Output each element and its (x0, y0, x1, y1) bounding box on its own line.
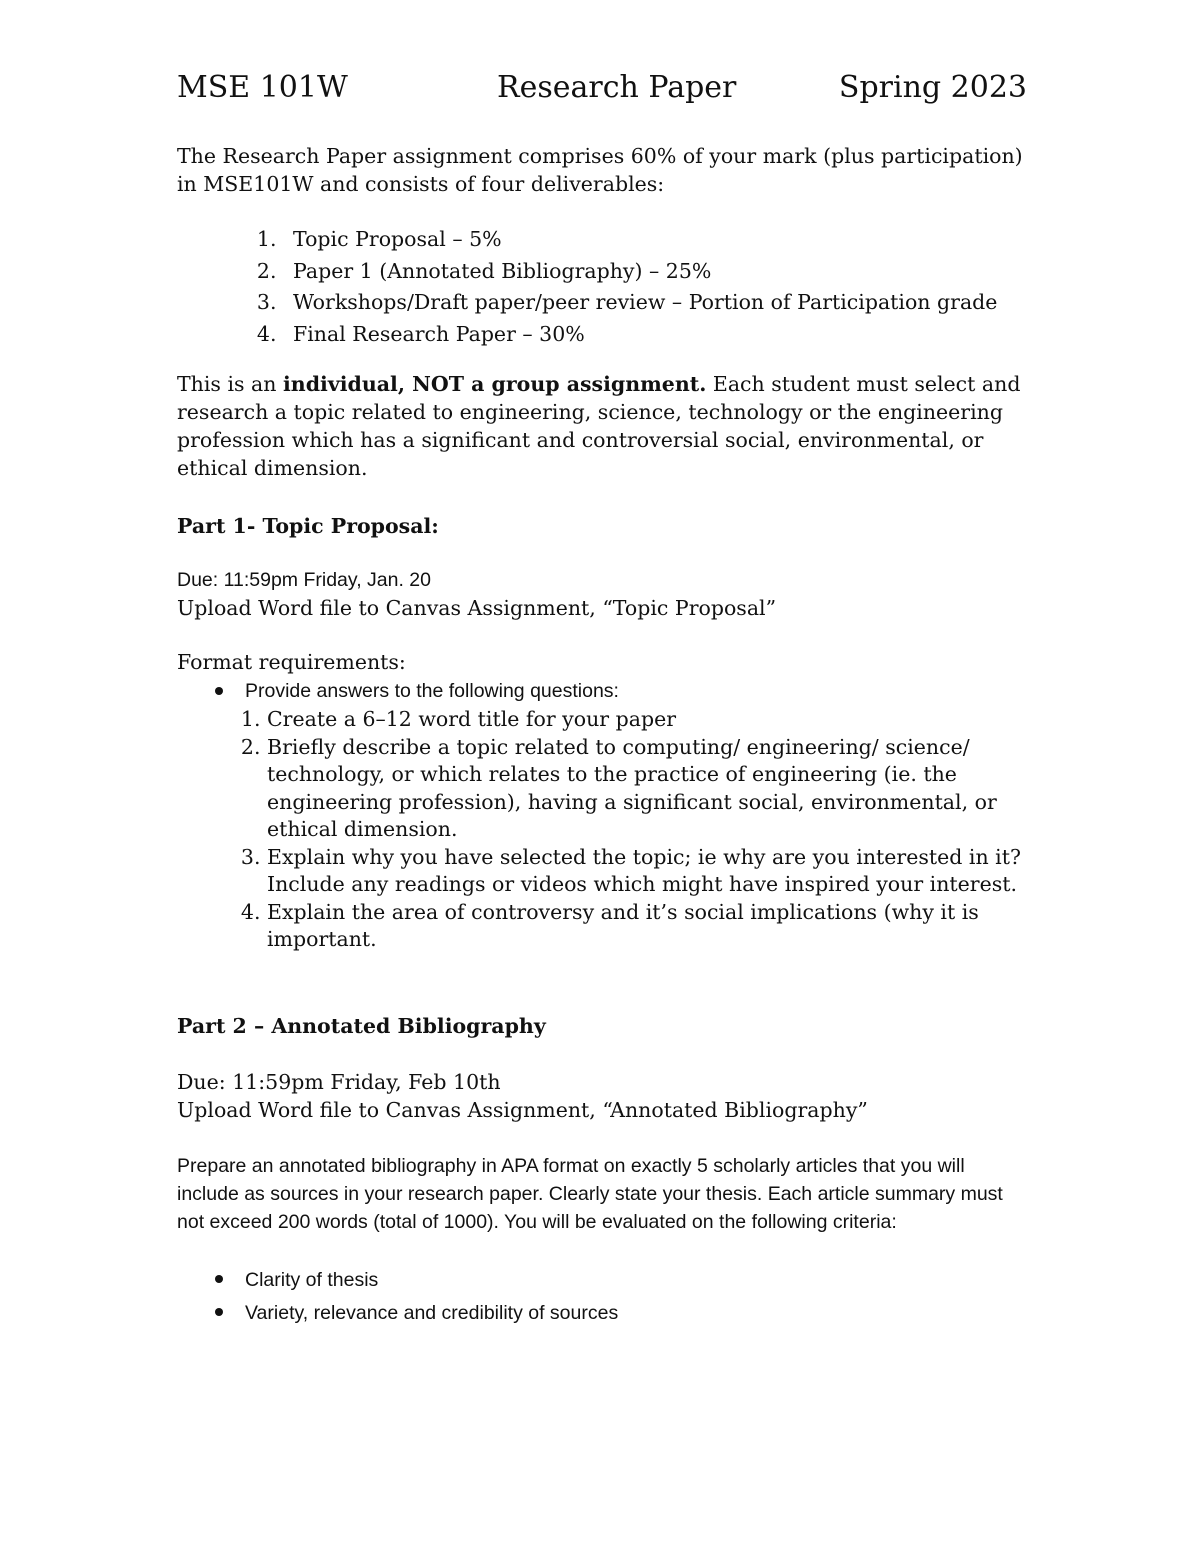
document-header (177, 70, 1027, 114)
course-code: MSE 101W (177, 70, 348, 105)
part2-upload: Upload Word file to Canvas Assignment, “Annotated Bibliography” (177, 1097, 868, 1122)
part2-description: Prepare an annotated bibliography in APA format on exactly 5 scholarly articles that you will include as sources in your research paper. Clearly state your thesis. Each article summary must not exceed 200 words (total of 1000). You will be evaluated on the following criteria: (177, 1154, 1003, 1233)
individual-post: Each student must select and research a topic related to engineering, science, technology or the engineering profession which has a significant and controversial social, environmental, or ethical dimension. (177, 372, 1021, 480)
format-bullets (177, 676, 1027, 706)
questions-list (177, 706, 1027, 954)
criteria-item: Clarity of thesis (245, 1264, 1027, 1297)
criteria-item: Variety, relevance and credibility of sources (245, 1297, 1027, 1330)
format-label: Format requirements: (177, 650, 406, 674)
part2-due: Due: 11:59pm Friday, Feb 10th (177, 1069, 501, 1094)
individual-paragraph (177, 370, 1027, 482)
deliverable-item: 1. Topic Proposal – 5% (283, 224, 1027, 256)
deliverables-list (177, 224, 1027, 350)
intro-paragraph: The Research Paper assignment comprises 60% of your mark (plus participation) in MSE101W and consists of four deliverables: (177, 144, 1023, 196)
question-item: 2. Briefly describe a topic related to computing/ engineering/ science/ technology, or which relates to the practice of engineering (ie. the engineering profession), having a significant social, environmental, or ethical dimension. (267, 734, 1027, 844)
question-item: 1. Create a 6–12 word title for your paper (267, 706, 1027, 734)
deliverable-item: 3. Workshops/Draft paper/peer review – Portion of Participation grade (283, 287, 1027, 319)
criteria-list (177, 1264, 1027, 1330)
question-item: 3. Explain why you have selected the topic; ie why are you interested in it? Include any readings or videos which might have inspired your interest. (267, 844, 1027, 899)
part1-heading: Part 1- Topic Proposal: (177, 514, 439, 538)
document-page (177, 70, 1027, 1330)
individual-pre: This is an (177, 372, 284, 396)
question-item: 4. Explain the area of controversy and it’s social implications (why it is important. (267, 899, 1027, 954)
deliverable-item: 4. Final Research Paper – 30% (283, 319, 1027, 351)
format-bullet: Provide answers to the following questions: (245, 676, 1027, 706)
part1-due: Due: 11:59pm Friday, Jan. 20 (177, 569, 431, 591)
part1-upload: Upload Word file to Canvas Assignment, “Topic Proposal” (177, 596, 777, 620)
part2-heading: Part 2 – Annotated Bibliography (177, 1013, 546, 1038)
document-title: Research Paper (497, 70, 737, 105)
deliverable-item: 2. Paper 1 (Annotated Bibliography) – 25% (283, 256, 1027, 288)
individual-emphasis: individual, NOT a group assignment. (283, 372, 707, 396)
term-label: Spring 2023 (838, 70, 1027, 105)
